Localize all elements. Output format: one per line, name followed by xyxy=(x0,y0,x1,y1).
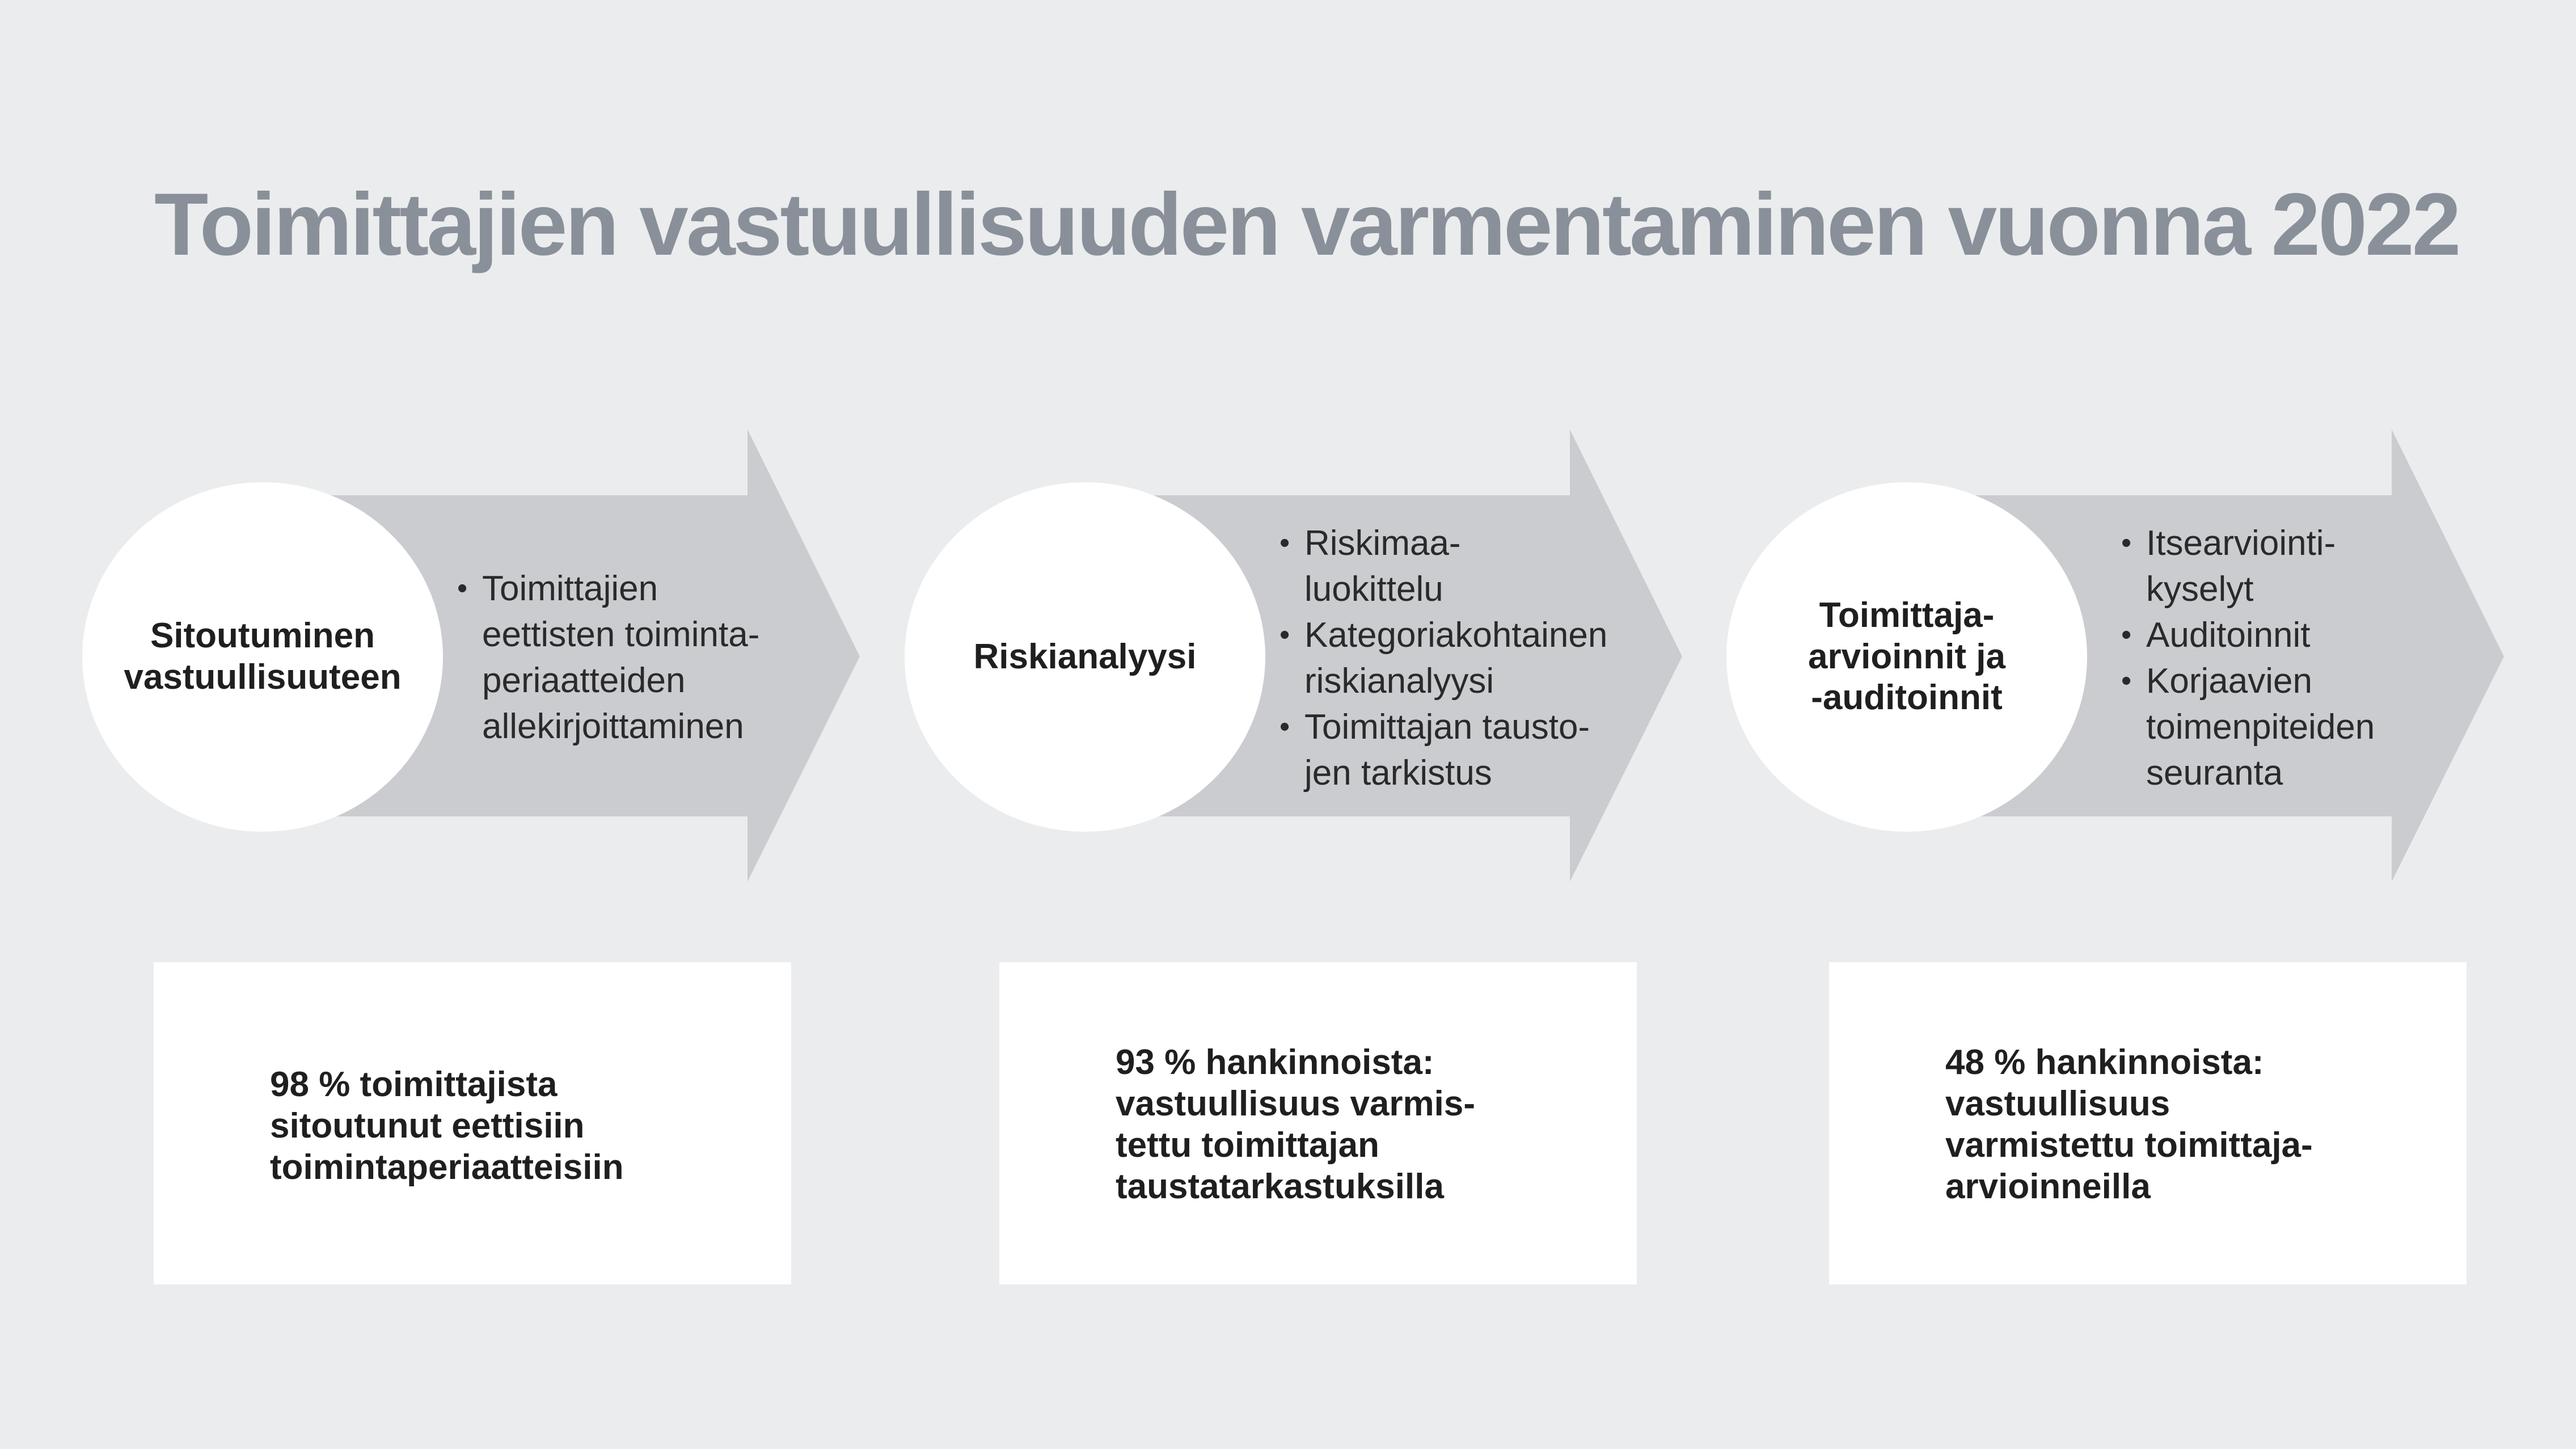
step-circle xyxy=(1726,482,2087,832)
process-step-commitment xyxy=(0,429,862,882)
bullet-icon: • xyxy=(1279,618,1290,651)
bullet-text: Korjaavien toimenpiteiden seuranta xyxy=(2146,662,2375,793)
bullet-item xyxy=(454,566,845,749)
bullet-icon: • xyxy=(1279,526,1290,559)
bullet-text: Toimittajan tausto- jen tarkistus xyxy=(1304,707,1590,793)
bullet-text: Toimittajien eettisten toiminta- periaatteiden allekirjoittaminen xyxy=(482,569,760,746)
result-text: 48 % hankinnoista: vastuullisuus varmistettu toimittaja- arvioinneilla xyxy=(1945,1043,2313,1206)
result-card-assessments xyxy=(1829,962,2467,1284)
bullet-list xyxy=(1276,520,1667,796)
bullet-item xyxy=(2118,612,2509,658)
bullet-text: Itsearviointi- kyselyt xyxy=(2146,524,2336,609)
step-circle xyxy=(82,482,443,832)
result-text: 93 % hankinnoista: vastuullisuus varmis- tettu toimittajan taustatarkastuksilla xyxy=(1116,1043,1476,1206)
bullet-item xyxy=(1276,520,1667,612)
step-title: Sitoutuminen vastuullisuuteen xyxy=(124,616,402,697)
page-title: Toimittajien vastuullisuuden varmentaminen vuonna 2022 xyxy=(154,175,2459,274)
bullet-list xyxy=(2118,520,2509,796)
bullet-item xyxy=(2118,520,2509,612)
result-card-risk-analysis xyxy=(999,962,1637,1284)
bullet-icon: • xyxy=(2121,526,2132,559)
bullet-icon: • xyxy=(2121,664,2132,697)
bullet-text: Kategoriakohtainen riskianalyysi xyxy=(1304,616,1608,701)
step-title: Toimittaja- arvioinnit ja -auditoinnit xyxy=(1808,596,2005,718)
bullet-icon: • xyxy=(2121,618,2132,651)
result-card-commitment xyxy=(154,962,791,1284)
bullet-text: Auditoinnit xyxy=(2146,616,2311,655)
bullet-icon: • xyxy=(1279,710,1290,743)
bullet-list xyxy=(454,566,845,749)
process-step-risk-analysis xyxy=(822,429,1684,882)
bullet-item xyxy=(1276,612,1667,704)
bullet-icon: • xyxy=(457,572,468,605)
bullet-item xyxy=(1276,704,1667,796)
step-circle xyxy=(905,482,1265,832)
result-text: 98 % toimittajista sitoutunut eettisiin toimintaperiaatteisiin xyxy=(270,1065,624,1187)
step-title: Riskianalyysi xyxy=(973,637,1197,676)
bullet-text: Riskimaa- luokittelu xyxy=(1304,524,1461,609)
process-step-assessments xyxy=(1644,429,2506,882)
bullet-item xyxy=(2118,658,2509,796)
